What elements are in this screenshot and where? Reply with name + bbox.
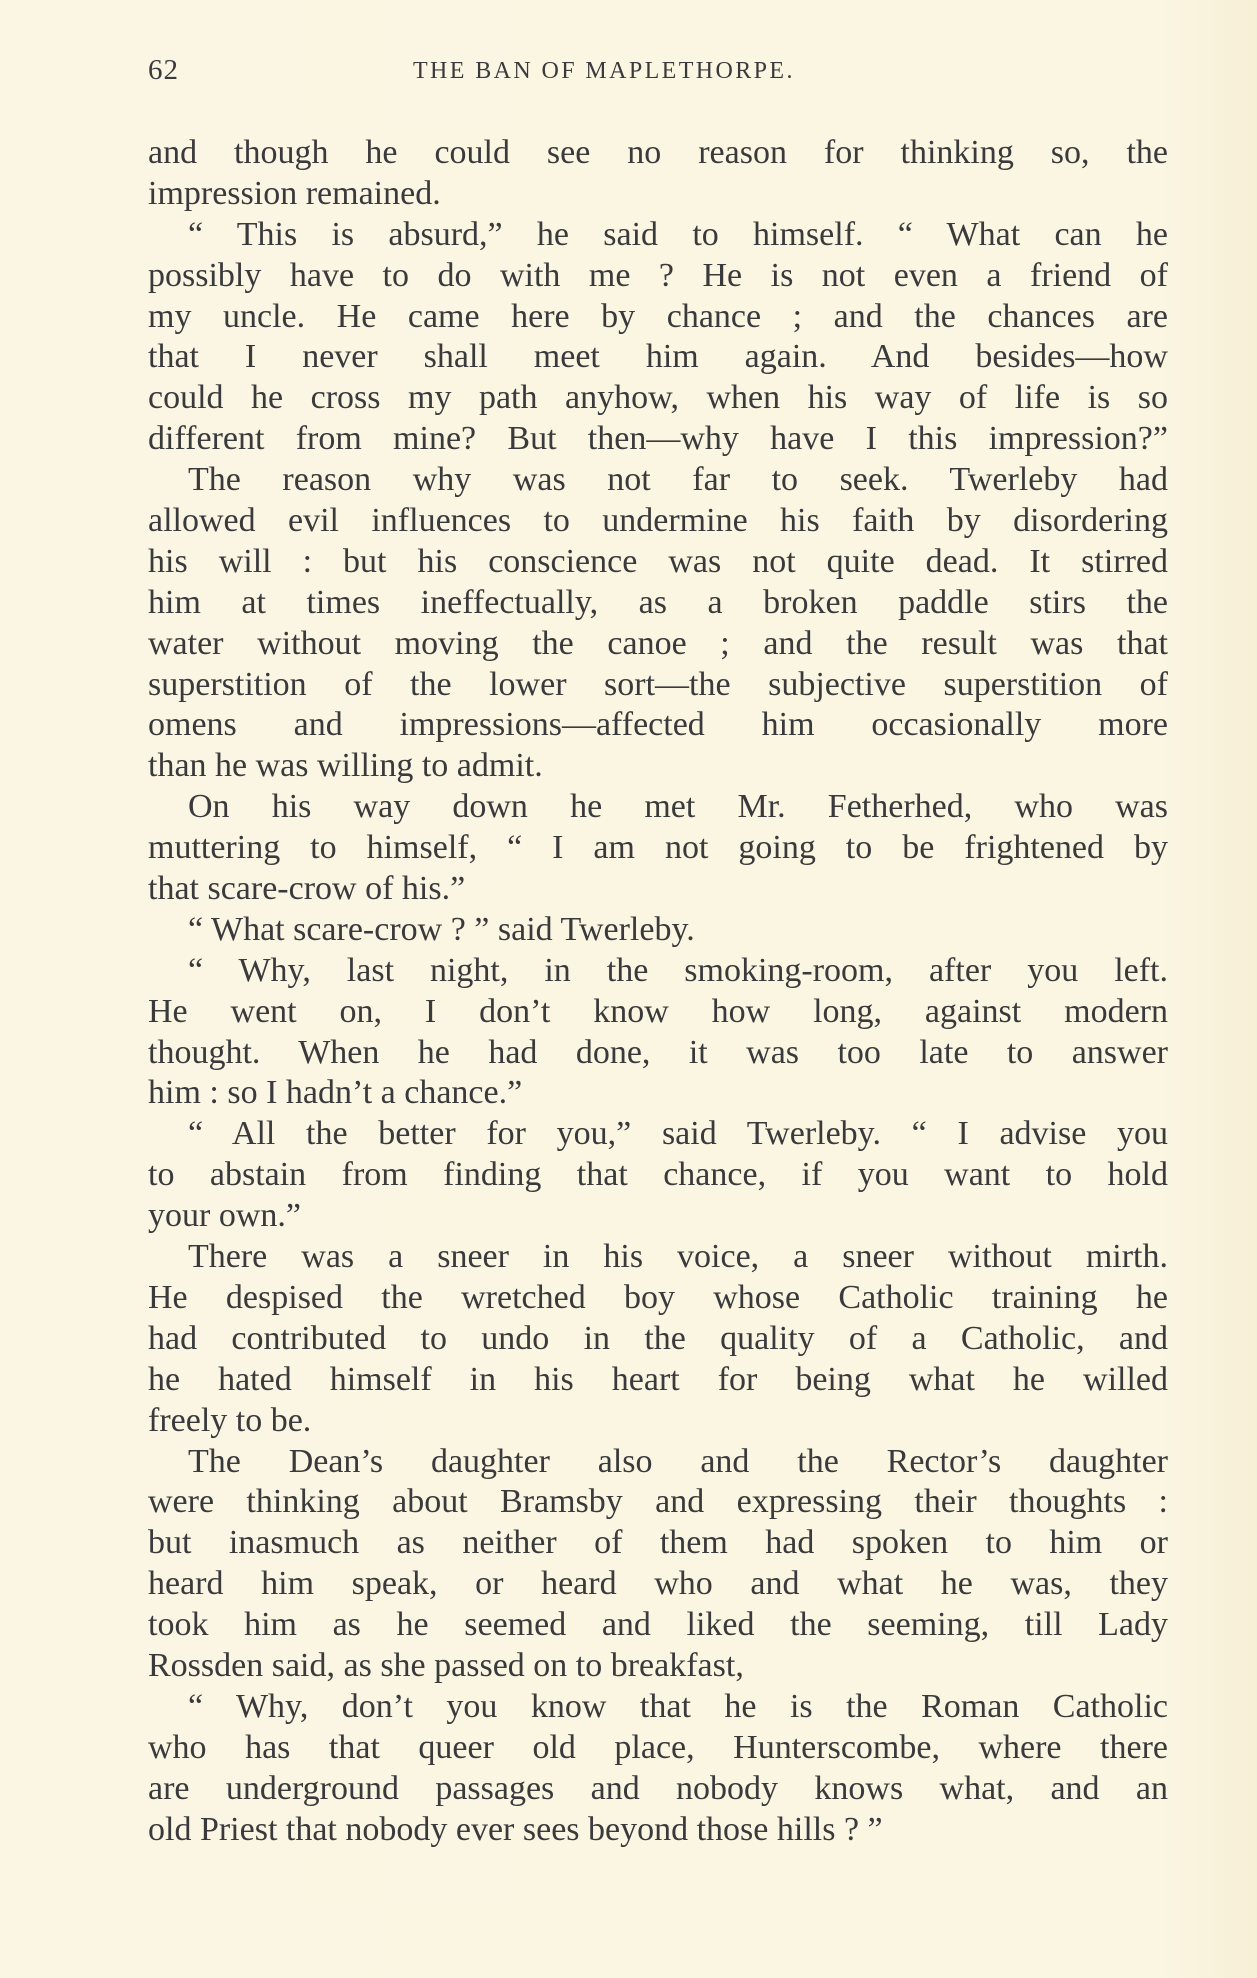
body-text: [148, 133, 1168, 1850]
text-line: “ All the better for you,” said Twerleby. “ I advise you: [188, 1115, 1168, 1153]
page-header: [148, 54, 1168, 94]
text-line: freely to be.: [148, 1401, 312, 1439]
text-line: Rossden said, as she passed on to breakfast,: [148, 1646, 744, 1684]
text-line: that scare-crow of his.”: [148, 870, 466, 908]
text-line: The Dean’s daughter also and the Rector’s daughter: [188, 1442, 1168, 1480]
text-line: my uncle. He came here by chance ; and the chances are: [148, 297, 1168, 335]
text-line: him at times ineffectually, as a broken paddle stirs the: [148, 583, 1168, 621]
text-line: but inasmuch as neither of them had spoken to him or: [148, 1524, 1168, 1562]
text-line: were thinking about Bramsby and expressing their thoughts :: [148, 1483, 1168, 1521]
text-line: He went on, I don’t know how long, against modern: [148, 992, 1168, 1030]
text-line: He despised the wretched boy whose Catholic training he: [148, 1278, 1168, 1316]
text-line: “ Why, don’t you know that he is the Roman Catholic: [188, 1687, 1168, 1725]
text-line: that I never shall meet him again. And besides—how: [148, 338, 1168, 376]
text-line: The reason why was not far to seek. Twerleby had: [188, 461, 1168, 499]
running-title: THE BAN OF MAPLETHORPE.: [413, 58, 795, 84]
page-number: 62: [148, 54, 179, 86]
text-line: he hated himself in his heart for being what he willed: [148, 1360, 1168, 1398]
text-line: heard him speak, or heard who and what he was, they: [148, 1565, 1168, 1603]
text-line: his will : but his conscience was not quite dead. It stirred: [148, 542, 1168, 580]
text-line: water without moving the canoe ; and the result was that: [148, 624, 1168, 662]
text-line: took him as he seemed and liked the seeming, till Lady: [148, 1606, 1168, 1644]
text-line: thought. When he had done, it was too late to answer: [148, 1033, 1168, 1071]
text-line: your own.”: [148, 1197, 301, 1235]
text-line: than he was willing to admit.: [148, 747, 543, 785]
text-line: him : so I hadn’t a chance.”: [148, 1074, 523, 1112]
text-line: old Priest that nobody ever sees beyond those hills ? ”: [148, 1810, 883, 1848]
text-line: who has that queer old place, Hunterscombe, where there: [148, 1728, 1168, 1766]
text-line: to abstain from finding that chance, if you want to hold: [148, 1156, 1168, 1194]
text-line: omens and impressions—affected him occasionally more: [148, 706, 1168, 744]
text-line: “ Why, last night, in the smoking-room, after you left.: [188, 951, 1168, 989]
text-line: could he cross my path anyhow, when his way of life is so: [148, 379, 1168, 417]
text-line: had contributed to undo in the quality of a Catholic, and: [148, 1319, 1168, 1357]
text-line: “ This is absurd,” he said to himself. “ What can he: [188, 215, 1168, 253]
text-line: On his way down he met Mr. Fetherhed, who was: [188, 788, 1168, 826]
text-line: possibly have to do with me ? He is not even a friend of: [148, 256, 1168, 294]
text-line: allowed evil influences to undermine his faith by disordering: [148, 502, 1168, 540]
text-line: and though he could see no reason for thinking so, the: [148, 134, 1168, 171]
text-line: are underground passages and nobody knows what, and an: [148, 1769, 1168, 1807]
text-line: muttering to himself, “ I am not going to be frightened by: [148, 829, 1168, 867]
text-line: impression remained.: [148, 174, 441, 212]
text-line: There was a sneer in his voice, a sneer without mirth.: [188, 1238, 1168, 1276]
text-line: different from mine? But then—why have I this impression?”: [148, 420, 1168, 458]
text-line: “ What scare-crow ? ” said Twerleby.: [188, 910, 695, 948]
text-line: superstition of the lower sort—the subjective superstition of: [148, 665, 1168, 703]
